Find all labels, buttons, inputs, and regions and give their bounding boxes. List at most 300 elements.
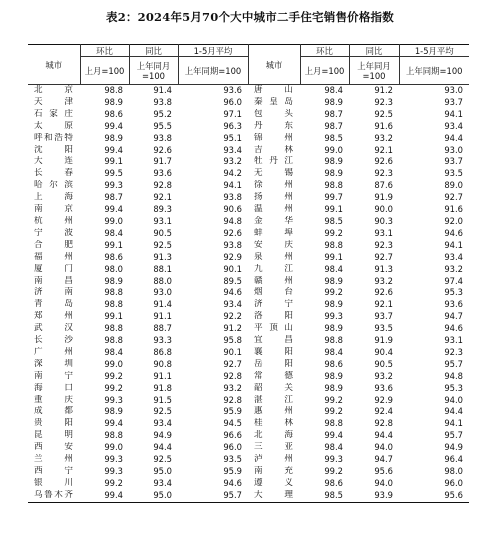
table-row xyxy=(28,383,469,395)
mom-index: 98.5 xyxy=(324,132,343,143)
table-body xyxy=(28,85,469,503)
yoy-index: 91.7 xyxy=(153,156,172,167)
yoy-index: 93.2 xyxy=(374,370,393,381)
ytd-avg-index: 93.6 xyxy=(444,299,463,310)
table-row xyxy=(28,287,469,299)
ytd-avg-index: 94.1 xyxy=(444,418,463,429)
ytd-avg-index: 95.9 xyxy=(223,406,242,417)
city-name: 广州 xyxy=(34,346,73,357)
yoy-index: 92.6 xyxy=(374,156,393,167)
mom-index: 99.4 xyxy=(80,490,129,502)
city-name: 昆明 xyxy=(34,430,73,441)
city-name: 平顶山 xyxy=(254,323,293,334)
mom-index: 99.2 xyxy=(324,227,343,238)
city-name: 惠州 xyxy=(254,406,293,417)
yoy-index: 91.1 xyxy=(153,311,172,322)
ytd-avg-index: 94.4 xyxy=(444,132,463,143)
yoy-index: 90.0 xyxy=(374,204,393,215)
city-name: 青岛 xyxy=(34,299,73,310)
mom-index: 98.8 xyxy=(104,323,123,334)
ytd-avg-index: 96.0 xyxy=(223,442,242,453)
mom-base-right: 上月=100 xyxy=(300,57,349,85)
table-row xyxy=(28,299,469,311)
city-name: 合肥 xyxy=(34,239,73,250)
ytd-avg-index: 93.4 xyxy=(444,120,463,131)
yoy-index: 91.8 xyxy=(153,382,172,393)
city-name: 西安 xyxy=(34,442,73,453)
table-row xyxy=(28,359,469,371)
ytd-avg-index: 91.2 xyxy=(223,323,242,334)
ytd-avg-index: 93.1 xyxy=(444,335,463,346)
table-row xyxy=(28,371,469,383)
city-name: 三亚 xyxy=(254,442,293,453)
yoy-index: 88.0 xyxy=(153,275,172,286)
ytd-avg-index: 92.6 xyxy=(223,227,242,238)
city-name: 济宁 xyxy=(254,299,293,310)
mom-index: 98.4 xyxy=(324,263,343,274)
yoy-index: 92.6 xyxy=(374,287,393,298)
table-row xyxy=(28,85,469,97)
mom-index: 98.4 xyxy=(324,442,343,453)
city-name: 扬州 xyxy=(254,192,293,203)
mom-index: 98.9 xyxy=(104,406,123,417)
city-name: 吉林 xyxy=(254,144,293,155)
mom-index: 99.4 xyxy=(104,418,123,429)
yoy-index: 91.3 xyxy=(374,263,393,274)
table-row xyxy=(28,418,469,430)
ytd-avg-index: 96.4 xyxy=(444,454,463,465)
ytd-avg-index: 96.0 xyxy=(444,477,463,488)
yoy-index: 95.0 xyxy=(153,466,172,476)
city-name: 成都 xyxy=(34,406,73,417)
ytd-avg-index: 96.6 xyxy=(223,430,242,441)
yoy-index: 91.6 xyxy=(374,120,393,131)
city-name: 哈尔滨 xyxy=(34,180,73,191)
yoy-index: 89.3 xyxy=(153,204,172,215)
yoy-index: 93.4 xyxy=(153,418,172,429)
table-title: 表2：2024年5月70个大中城市二手住宅销售价格指数 xyxy=(106,10,394,24)
ytd-avg-index: 95.7 xyxy=(178,490,248,502)
yoy-index: 90.5 xyxy=(374,358,393,369)
yoy-index: 93.9 xyxy=(349,490,399,502)
yoy-index: 92.1 xyxy=(374,144,393,155)
mom-index: 99.0 xyxy=(104,442,123,453)
city-name: 岳阳 xyxy=(254,358,293,369)
yoy-index: 93.3 xyxy=(153,335,172,346)
yoy-index: 93.6 xyxy=(374,382,393,393)
yoy-index: 95.0 xyxy=(129,490,178,502)
mom-index: 98.8 xyxy=(104,299,123,310)
ytd-avg-index: 98.0 xyxy=(444,466,463,476)
mom-index: 99.3 xyxy=(324,311,343,322)
mom-index: 99.3 xyxy=(104,180,123,191)
yoy-index: 94.4 xyxy=(374,430,393,441)
table-row xyxy=(28,430,469,442)
mom-index: 99.1 xyxy=(104,311,123,322)
city-name: 牡丹江 xyxy=(254,156,293,167)
mom-index: 99.4 xyxy=(104,204,123,215)
ytd-avg-index: 94.2 xyxy=(223,168,242,179)
mom-index: 98.8 xyxy=(324,180,343,191)
city-name: 沈阳 xyxy=(34,144,73,155)
yoy-index: 94.0 xyxy=(374,477,393,488)
city-name: 北海 xyxy=(254,430,293,441)
mom-index: 99.4 xyxy=(324,430,343,441)
yoy-index: 88.1 xyxy=(153,263,172,274)
ytd-avg-index: 92.8 xyxy=(223,394,242,405)
mom-index: 98.8 xyxy=(104,287,123,298)
city-name: 南昌 xyxy=(34,275,73,286)
mom-index: 98.8 xyxy=(324,239,343,250)
yoy-index: 87.6 xyxy=(374,180,393,191)
yoy-index: 92.5 xyxy=(153,406,172,417)
yoy-index: 90.5 xyxy=(153,227,172,238)
ytd-avg-index: 93.8 xyxy=(223,192,242,203)
ytd-avg-index: 94.1 xyxy=(223,180,242,191)
city-name: 韶关 xyxy=(254,382,293,393)
city-name: 贵阳 xyxy=(34,418,73,429)
yoy-index: 91.1 xyxy=(153,370,172,381)
city-name: 包头 xyxy=(254,108,293,119)
mom-index: 99.4 xyxy=(104,120,123,131)
city-name: 锦州 xyxy=(254,132,293,143)
mom-header-left: 环比 xyxy=(80,45,129,57)
city-name: 秦皇岛 xyxy=(254,96,293,107)
table-row xyxy=(28,145,469,157)
ytd-avg-index: 89.0 xyxy=(444,180,463,191)
ytd-avg-index: 93.4 xyxy=(223,299,242,310)
city-name: 石家庄 xyxy=(34,108,73,119)
ytd-avg-index: 92.2 xyxy=(223,311,242,322)
yoy-index: 88.7 xyxy=(153,323,172,334)
city-name: 济南 xyxy=(34,287,73,298)
city-name: 蚌埠 xyxy=(254,227,293,238)
yoy-index: 92.1 xyxy=(374,299,393,310)
city-name: 唐山 xyxy=(254,85,293,95)
ytd-avg-index: 95.3 xyxy=(444,287,463,298)
ytd-avg-index: 92.8 xyxy=(223,370,242,381)
yoy-index: 91.4 xyxy=(153,299,172,310)
ytd-avg-index: 93.5 xyxy=(223,454,242,465)
table-row xyxy=(28,228,469,240)
mom-index: 98.9 xyxy=(324,382,343,393)
city-name: 重庆 xyxy=(34,394,73,405)
price-index-table xyxy=(28,44,469,503)
ytd-avg-index: 94.5 xyxy=(223,418,242,429)
city-name: 太原 xyxy=(34,120,73,131)
table-row xyxy=(28,347,469,359)
city-name: 大连 xyxy=(34,156,73,167)
city-name: 常德 xyxy=(254,370,293,381)
ytd-avg-index: 94.6 xyxy=(444,323,463,334)
table-row xyxy=(28,168,469,180)
yoy-index: 93.5 xyxy=(374,323,393,334)
ytd-avg-index: 93.6 xyxy=(223,85,242,95)
yoy-index: 93.2 xyxy=(374,132,393,143)
mom-index: 99.2 xyxy=(104,477,123,488)
table-row xyxy=(28,311,469,323)
city-header-right: 城市 xyxy=(248,45,300,85)
yoy-index: 93.1 xyxy=(153,215,172,226)
mom-index: 99.2 xyxy=(324,466,343,476)
mom-index: 99.1 xyxy=(324,251,343,262)
ytd-header-left: 1-5月平均 xyxy=(178,45,248,57)
mom-index: 99.3 xyxy=(104,466,123,476)
yoy-index: 92.8 xyxy=(153,180,172,191)
city-name: 北京 xyxy=(34,85,73,95)
city-name: 大理 xyxy=(248,490,300,502)
mom-index: 99.2 xyxy=(104,382,123,393)
mom-header-right: 环比 xyxy=(300,45,349,57)
yoy-index: 92.1 xyxy=(153,192,172,203)
mom-index: 98.7 xyxy=(324,108,343,119)
mom-index: 99.1 xyxy=(104,239,123,250)
table-row xyxy=(28,276,469,288)
mom-index: 99.5 xyxy=(104,168,123,179)
city-name: 无锡 xyxy=(254,168,293,179)
yoy-index: 92.8 xyxy=(374,418,393,429)
city-name: 丹东 xyxy=(254,120,293,131)
ytd-avg-index: 93.2 xyxy=(444,263,463,274)
mom-index: 98.7 xyxy=(324,120,343,131)
mom-index: 99.0 xyxy=(324,144,343,155)
yoy-index: 92.5 xyxy=(153,239,172,250)
city-name: 徐州 xyxy=(254,180,293,191)
ytd-avg-index: 92.7 xyxy=(444,192,463,203)
ytd-avg-index: 93.5 xyxy=(444,168,463,179)
yoy-index: 94.7 xyxy=(374,454,393,465)
ytd-avg-index: 90.1 xyxy=(223,263,242,274)
ytd-avg-index: 93.4 xyxy=(223,144,242,155)
city-name: 海口 xyxy=(34,382,73,393)
city-header-left: 城市 xyxy=(28,45,80,85)
yoy-index: 93.6 xyxy=(153,168,172,179)
ytd-avg-index: 95.3 xyxy=(444,382,463,393)
mom-index: 98.7 xyxy=(104,192,123,203)
table-row xyxy=(28,97,469,109)
city-name: 上海 xyxy=(34,192,73,203)
table-row xyxy=(28,252,469,264)
ytd-avg-index: 89.5 xyxy=(223,275,242,286)
city-name: 南充 xyxy=(254,466,293,476)
mom-index: 98.4 xyxy=(104,227,123,238)
ytd-avg-index: 94.8 xyxy=(444,370,463,381)
mom-index: 98.8 xyxy=(324,335,343,346)
yoy-index: 92.3 xyxy=(374,239,393,250)
table-row xyxy=(28,323,469,335)
ytd-avg-index: 93.0 xyxy=(444,144,463,155)
yoy-index: 92.7 xyxy=(374,251,393,262)
city-name: 厦门 xyxy=(34,263,73,274)
yoy-index: 92.3 xyxy=(374,168,393,179)
yoy-header-right: 同比 xyxy=(349,45,399,57)
yoy-index: 92.5 xyxy=(374,108,393,119)
city-name: 深圳 xyxy=(34,358,73,369)
table-row xyxy=(28,216,469,228)
mom-index: 99.3 xyxy=(324,454,343,465)
ytd-avg-index: 97.4 xyxy=(444,275,463,286)
table-row xyxy=(28,240,469,252)
city-name: 泉州 xyxy=(254,251,293,262)
ytd-avg-index: 96.3 xyxy=(223,120,242,131)
ytd-avg-index: 90.1 xyxy=(223,346,242,357)
mom-index: 98.8 xyxy=(104,85,123,95)
mom-index: 98.9 xyxy=(324,168,343,179)
yoy-index: 91.5 xyxy=(153,394,172,405)
table-row xyxy=(28,133,469,145)
yoy-index: 92.6 xyxy=(153,144,172,155)
mom-index: 99.0 xyxy=(104,358,123,369)
table-row xyxy=(28,335,469,347)
mom-index: 99.2 xyxy=(324,287,343,298)
yoy-index: 90.8 xyxy=(153,358,172,369)
city-name: 长春 xyxy=(34,168,73,179)
header-row-1 xyxy=(28,45,469,57)
ytd-avg-index: 94.4 xyxy=(444,406,463,417)
city-name: 烟台 xyxy=(254,287,293,298)
yoy-index: 94.9 xyxy=(153,430,172,441)
mom-index: 99.2 xyxy=(324,406,343,417)
yoy-index: 92.9 xyxy=(374,394,393,405)
city-name: 长沙 xyxy=(34,335,73,346)
city-name: 泸州 xyxy=(254,454,293,465)
yoy-index: 86.8 xyxy=(153,346,172,357)
yoy-index: 90.3 xyxy=(374,215,393,226)
ytd-avg-index: 95.7 xyxy=(444,430,463,441)
mom-index: 98.9 xyxy=(104,275,123,286)
mom-index: 98.4 xyxy=(324,346,343,357)
table-row xyxy=(28,156,469,168)
city-name: 武汉 xyxy=(34,323,73,334)
yoy-index: 95.5 xyxy=(153,120,172,131)
ytd-avg-index: 95.1 xyxy=(223,132,242,143)
mom-index: 99.2 xyxy=(324,394,343,405)
mom-index: 99.0 xyxy=(104,215,123,226)
mom-index: 98.9 xyxy=(324,370,343,381)
ytd-avg-index: 93.2 xyxy=(223,382,242,393)
ytd-avg-index: 94.1 xyxy=(444,239,463,250)
ytd-avg-index: 94.0 xyxy=(444,394,463,405)
yoy-header-left: 同比 xyxy=(129,45,178,57)
yoy-index: 93.2 xyxy=(374,275,393,286)
mom-index: 98.6 xyxy=(104,251,123,262)
ytd-avg-index: 93.2 xyxy=(223,156,242,167)
city-name: 南宁 xyxy=(34,370,73,381)
yoy-index: 92.4 xyxy=(374,406,393,417)
yoy-index: 95.6 xyxy=(374,466,393,476)
mom-index: 99.3 xyxy=(104,394,123,405)
ytd-avg-index: 95.7 xyxy=(444,358,463,369)
yoy-index: 93.4 xyxy=(153,477,172,488)
city-name: 天津 xyxy=(34,96,73,107)
yoy-index: 93.1 xyxy=(374,227,393,238)
city-name: 郑州 xyxy=(34,311,73,322)
yoy-index: 91.4 xyxy=(153,85,172,95)
city-name: 遵义 xyxy=(254,477,293,488)
yoy-index: 95.2 xyxy=(153,108,172,119)
ytd-avg-index: 94.6 xyxy=(223,477,242,488)
mom-index: 98.5 xyxy=(300,490,349,502)
mom-index: 98.8 xyxy=(104,335,123,346)
city-name: 呼和浩特 xyxy=(34,132,73,143)
mom-index: 98.9 xyxy=(104,96,123,107)
yoy-index: 93.0 xyxy=(153,287,172,298)
mom-index: 98.4 xyxy=(324,85,343,95)
city-name: 杭州 xyxy=(34,215,73,226)
mom-index: 98.6 xyxy=(324,477,343,488)
ytd-avg-index: 94.9 xyxy=(444,442,463,453)
yoy-index: 91.9 xyxy=(374,335,393,346)
ytd-avg-index: 95.8 xyxy=(223,335,242,346)
ytd-avg-index: 92.9 xyxy=(223,251,242,262)
yoy-index: 90.4 xyxy=(374,346,393,357)
mom-index: 98.9 xyxy=(104,132,123,143)
city-name: 桂林 xyxy=(254,418,293,429)
city-name: 宜昌 xyxy=(254,335,293,346)
city-name: 兰州 xyxy=(34,454,73,465)
mom-index: 99.2 xyxy=(104,370,123,381)
yoy-index: 93.7 xyxy=(374,311,393,322)
city-name: 温州 xyxy=(254,204,293,215)
city-name: 金华 xyxy=(254,215,293,226)
yoy-index: 94.0 xyxy=(374,442,393,453)
city-name: 乌鲁木齐 xyxy=(28,490,80,502)
mom-index: 99.1 xyxy=(324,204,343,215)
city-name: 九江 xyxy=(254,263,293,274)
mom-index: 98.6 xyxy=(324,358,343,369)
table-row xyxy=(28,442,469,454)
yoy-index: 94.4 xyxy=(153,442,172,453)
table-row xyxy=(28,490,469,502)
table-row xyxy=(28,204,469,216)
ytd-avg-index: 91.6 xyxy=(444,204,463,215)
table-row xyxy=(28,395,469,407)
table-row xyxy=(28,454,469,466)
ytd-avg-index: 92.3 xyxy=(444,346,463,357)
ytd-avg-index: 93.0 xyxy=(444,85,463,95)
yoy-base-right: 上年同月=100 xyxy=(349,57,399,85)
yoy-index: 92.5 xyxy=(153,454,172,465)
city-name: 洛阳 xyxy=(254,311,293,322)
ytd-avg-index: 94.6 xyxy=(444,227,463,238)
yoy-index: 91.2 xyxy=(374,85,393,95)
ytd-avg-index: 95.6 xyxy=(399,490,469,502)
city-name: 银川 xyxy=(34,477,73,488)
city-name: 湛江 xyxy=(254,394,293,405)
table-row xyxy=(28,192,469,204)
city-name: 福州 xyxy=(34,251,73,262)
ytd-avg-index: 93.4 xyxy=(444,251,463,262)
mom-index: 99.1 xyxy=(104,156,123,167)
city-name: 襄阳 xyxy=(254,346,293,357)
mom-index: 98.9 xyxy=(324,275,343,286)
ytd-avg-index: 90.6 xyxy=(223,204,242,215)
yoy-index: 93.8 xyxy=(153,132,172,143)
ytd-avg-index: 95.9 xyxy=(223,466,242,476)
city-name: 赣州 xyxy=(254,275,293,286)
yoy-index: 93.8 xyxy=(153,96,172,107)
ytd-avg-index: 94.6 xyxy=(223,287,242,298)
mom-index: 98.9 xyxy=(324,299,343,310)
mom-index: 98.5 xyxy=(324,215,343,226)
ytd-header-right: 1-5月平均 xyxy=(399,45,469,57)
mom-index: 98.8 xyxy=(324,418,343,429)
ytd-avg-index: 93.8 xyxy=(223,239,242,250)
table-row xyxy=(28,180,469,192)
yoy-index: 92.3 xyxy=(374,96,393,107)
mom-index: 98.9 xyxy=(324,323,343,334)
ytd-base-left: 上年同期=100 xyxy=(178,57,248,85)
